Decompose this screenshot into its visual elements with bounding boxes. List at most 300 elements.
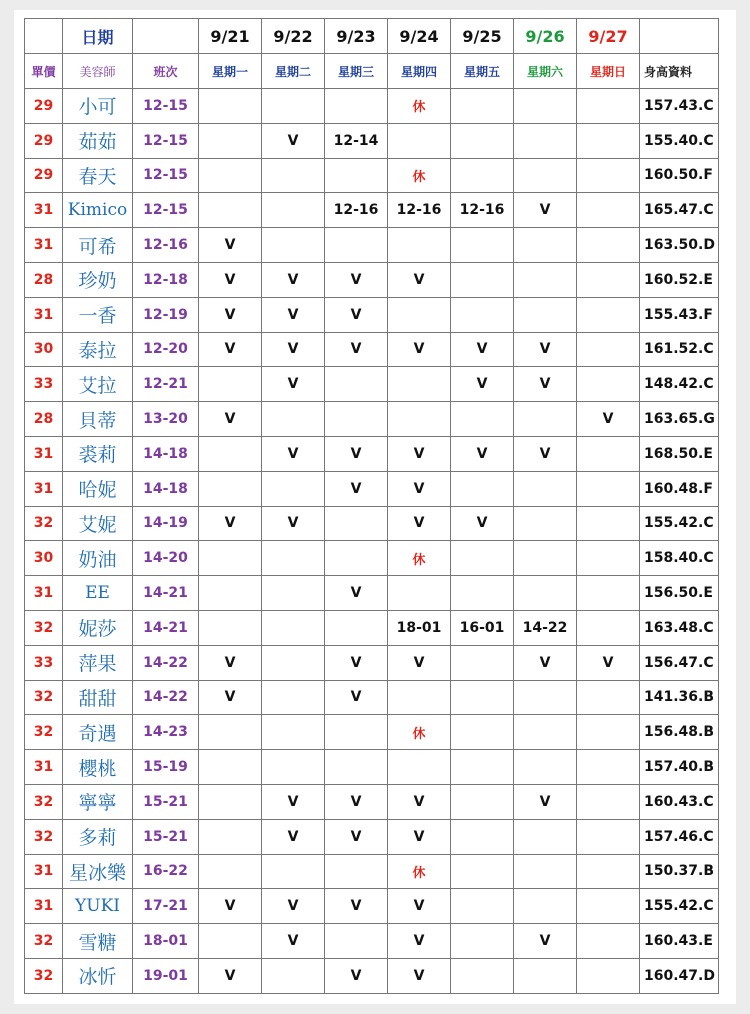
schedule-cell bbox=[577, 576, 640, 611]
beautician-name: 哈妮 bbox=[63, 471, 133, 506]
schedule-cell: V bbox=[325, 297, 388, 332]
beautician-name: 貝蒂 bbox=[63, 402, 133, 437]
blank-header-cell bbox=[133, 19, 199, 54]
schedule-cell: V bbox=[514, 436, 577, 471]
price-cell: 31 bbox=[25, 750, 63, 785]
schedule-cell: V bbox=[451, 332, 514, 367]
schedule-cell: V bbox=[514, 924, 577, 959]
table-row bbox=[25, 819, 719, 854]
beautician-name: 星冰樂 bbox=[63, 854, 133, 889]
table-row bbox=[25, 854, 719, 889]
schedule-cell bbox=[451, 958, 514, 993]
body-data-cell: 155.42.C bbox=[640, 506, 719, 541]
shift-cell: 14-19 bbox=[133, 506, 199, 541]
schedule-cell bbox=[451, 680, 514, 715]
schedule-cell bbox=[577, 123, 640, 158]
beautician-name: 雪糖 bbox=[63, 924, 133, 959]
schedule-cell bbox=[325, 506, 388, 541]
table-row bbox=[25, 332, 719, 367]
beautician-name: 可希 bbox=[63, 228, 133, 263]
schedule-cell bbox=[451, 750, 514, 785]
schedule-cell bbox=[514, 576, 577, 611]
schedule-cell: V bbox=[325, 958, 388, 993]
schedule-cell: V bbox=[451, 506, 514, 541]
schedule-cell bbox=[451, 471, 514, 506]
shift-cell: 16-22 bbox=[133, 854, 199, 889]
price-cell: 33 bbox=[25, 367, 63, 402]
table-row bbox=[25, 958, 719, 993]
body-data-cell: 148.42.C bbox=[640, 367, 719, 402]
schedule-cell bbox=[325, 750, 388, 785]
beautician-name: 小可 bbox=[63, 89, 133, 124]
schedule-cell bbox=[199, 436, 262, 471]
schedule-cell bbox=[325, 610, 388, 645]
body-data-cell: 160.50.F bbox=[640, 158, 719, 193]
schedule-cell bbox=[577, 89, 640, 124]
schedule-cell bbox=[514, 228, 577, 263]
schedule-cell: 18-01 bbox=[388, 610, 451, 645]
weekday-cell: 星期一 bbox=[199, 54, 262, 89]
beautician-name: 奇遇 bbox=[63, 715, 133, 750]
schedule-cell bbox=[451, 889, 514, 924]
price-cell: 33 bbox=[25, 645, 63, 680]
table-row bbox=[25, 750, 719, 785]
table-row bbox=[25, 402, 719, 437]
price-cell: 31 bbox=[25, 854, 63, 889]
schedule-cell bbox=[514, 158, 577, 193]
schedule-cell bbox=[451, 123, 514, 158]
shift-cell: 12-19 bbox=[133, 297, 199, 332]
schedule-cell: V bbox=[199, 332, 262, 367]
table-row bbox=[25, 784, 719, 819]
schedule-cell bbox=[199, 471, 262, 506]
schedule-cell bbox=[514, 750, 577, 785]
schedule-cell: V bbox=[262, 436, 325, 471]
table-row bbox=[25, 645, 719, 680]
schedule-cell: V bbox=[199, 889, 262, 924]
schedule-cell: V bbox=[325, 645, 388, 680]
weekday-cell: 星期二 bbox=[262, 54, 325, 89]
schedule-cell bbox=[577, 541, 640, 576]
schedule-cell: V bbox=[199, 506, 262, 541]
schedule-cell bbox=[262, 158, 325, 193]
price-cell: 31 bbox=[25, 436, 63, 471]
schedule-cell bbox=[577, 436, 640, 471]
schedule-cell: 14-22 bbox=[514, 610, 577, 645]
schedule-cell bbox=[325, 89, 388, 124]
schedule-cell: 休 bbox=[388, 89, 451, 124]
date-cell: 9/24 bbox=[388, 19, 451, 54]
shift-cell: 12-16 bbox=[133, 228, 199, 263]
schedule-cell bbox=[451, 854, 514, 889]
schedule-cell: 休 bbox=[388, 854, 451, 889]
weekday-cell: 星期六 bbox=[514, 54, 577, 89]
shift-cell: 14-23 bbox=[133, 715, 199, 750]
schedule-cell bbox=[577, 680, 640, 715]
table-row bbox=[25, 436, 719, 471]
shift-cell: 12-15 bbox=[133, 123, 199, 158]
schedule-cell bbox=[514, 89, 577, 124]
header-date-row bbox=[25, 19, 719, 54]
schedule-cell: V bbox=[388, 958, 451, 993]
body-data-cell: 155.43.F bbox=[640, 297, 719, 332]
schedule-cell: V bbox=[514, 332, 577, 367]
schedule-cell bbox=[451, 924, 514, 959]
schedule-cell bbox=[451, 819, 514, 854]
table-row bbox=[25, 228, 719, 263]
schedule-cell: V bbox=[325, 784, 388, 819]
schedule-cell bbox=[262, 715, 325, 750]
beautician-name: 一香 bbox=[63, 297, 133, 332]
date-cell: 9/22 bbox=[262, 19, 325, 54]
schedule-cell bbox=[199, 89, 262, 124]
shift-cell: 14-18 bbox=[133, 471, 199, 506]
schedule-cell bbox=[514, 819, 577, 854]
price-cell: 30 bbox=[25, 541, 63, 576]
body-data-cell: 168.50.E bbox=[640, 436, 719, 471]
schedule-cell bbox=[514, 889, 577, 924]
table-row bbox=[25, 193, 719, 228]
schedule-cell: V bbox=[199, 297, 262, 332]
schedule-sheet bbox=[14, 10, 736, 1004]
schedule-cell: V bbox=[262, 506, 325, 541]
schedule-cell bbox=[325, 367, 388, 402]
weekday-cell: 星期日 bbox=[577, 54, 640, 89]
schedule-cell: V bbox=[388, 924, 451, 959]
schedule-cell bbox=[325, 228, 388, 263]
table-row bbox=[25, 680, 719, 715]
schedule-cell bbox=[199, 367, 262, 402]
schedule-cell bbox=[514, 262, 577, 297]
schedule-cell: V bbox=[199, 680, 262, 715]
schedule-cell bbox=[388, 123, 451, 158]
schedule-cell: V bbox=[514, 645, 577, 680]
schedule-cell bbox=[451, 228, 514, 263]
shift-cell: 15-21 bbox=[133, 819, 199, 854]
shift-cell: 12-15 bbox=[133, 158, 199, 193]
schedule-cell bbox=[199, 715, 262, 750]
body-data-cell: 156.47.C bbox=[640, 645, 719, 680]
schedule-cell bbox=[199, 854, 262, 889]
schedule-cell bbox=[388, 680, 451, 715]
price-cell: 31 bbox=[25, 228, 63, 263]
schedule-cell bbox=[577, 262, 640, 297]
weekday-cell: 星期五 bbox=[451, 54, 514, 89]
schedule-cell bbox=[577, 784, 640, 819]
body-data-cell: 163.65.G bbox=[640, 402, 719, 437]
schedule-cell bbox=[199, 541, 262, 576]
beautician-name: 茹茹 bbox=[63, 123, 133, 158]
body-data-cell: 141.36.B bbox=[640, 680, 719, 715]
schedule-cell: V bbox=[325, 436, 388, 471]
schedule-cell: 12-16 bbox=[325, 193, 388, 228]
schedule-cell bbox=[451, 645, 514, 680]
body-data-cell: 156.48.B bbox=[640, 715, 719, 750]
body-data-cell: 157.40.B bbox=[640, 750, 719, 785]
beautician-name: EE bbox=[63, 576, 133, 611]
body-data-cell: 163.48.C bbox=[640, 610, 719, 645]
schedule-cell bbox=[514, 958, 577, 993]
schedule-cell bbox=[388, 750, 451, 785]
schedule-cell bbox=[451, 715, 514, 750]
schedule-cell: V bbox=[262, 784, 325, 819]
beautician-name: 裘莉 bbox=[63, 436, 133, 471]
schedule-cell bbox=[199, 193, 262, 228]
header-weekday-row bbox=[25, 54, 719, 89]
schedule-cell bbox=[514, 506, 577, 541]
table-row bbox=[25, 89, 719, 124]
schedule-cell bbox=[262, 645, 325, 680]
shift-cell: 14-22 bbox=[133, 680, 199, 715]
date-cell: 9/25 bbox=[451, 19, 514, 54]
schedule-cell bbox=[262, 680, 325, 715]
body-data-cell: 155.42.C bbox=[640, 889, 719, 924]
body-data-cell: 158.40.C bbox=[640, 541, 719, 576]
price-cell: 32 bbox=[25, 610, 63, 645]
shift-cell: 17-21 bbox=[133, 889, 199, 924]
schedule-cell bbox=[262, 89, 325, 124]
schedule-cell bbox=[577, 193, 640, 228]
schedule-cell bbox=[577, 158, 640, 193]
schedule-cell: V bbox=[262, 924, 325, 959]
price-cell: 29 bbox=[25, 89, 63, 124]
schedule-cell: 12-16 bbox=[388, 193, 451, 228]
price-cell: 31 bbox=[25, 576, 63, 611]
schedule-cell: V bbox=[262, 262, 325, 297]
schedule-cell: 休 bbox=[388, 715, 451, 750]
schedule-cell: V bbox=[262, 819, 325, 854]
price-cell: 32 bbox=[25, 819, 63, 854]
body-data-cell: 163.50.D bbox=[640, 228, 719, 263]
beautician-name: 櫻桃 bbox=[63, 750, 133, 785]
schedule-cell: V bbox=[514, 784, 577, 819]
beautician-name: 冰忻 bbox=[63, 958, 133, 993]
shift-cell: 14-22 bbox=[133, 645, 199, 680]
schedule-cell bbox=[514, 680, 577, 715]
schedule-cell bbox=[199, 750, 262, 785]
schedule-cell bbox=[577, 715, 640, 750]
schedule-cell bbox=[577, 750, 640, 785]
schedule-cell: V bbox=[262, 123, 325, 158]
shift-cell: 12-15 bbox=[133, 193, 199, 228]
price-cell: 30 bbox=[25, 332, 63, 367]
schedule-cell: V bbox=[451, 367, 514, 402]
shift-cell: 14-18 bbox=[133, 436, 199, 471]
schedule-table bbox=[24, 18, 719, 994]
schedule-cell bbox=[514, 297, 577, 332]
table-row bbox=[25, 610, 719, 645]
schedule-cell bbox=[451, 297, 514, 332]
schedule-cell bbox=[451, 576, 514, 611]
price-cell: 28 bbox=[25, 262, 63, 297]
schedule-cell bbox=[199, 576, 262, 611]
table-row bbox=[25, 889, 719, 924]
schedule-cell: V bbox=[199, 262, 262, 297]
table-row bbox=[25, 924, 719, 959]
schedule-cell: 16-01 bbox=[451, 610, 514, 645]
schedule-cell: V bbox=[388, 471, 451, 506]
schedule-cell bbox=[388, 367, 451, 402]
table-row bbox=[25, 158, 719, 193]
schedule-cell bbox=[514, 541, 577, 576]
schedule-cell: V bbox=[388, 889, 451, 924]
schedule-cell bbox=[514, 715, 577, 750]
blank-header-cell bbox=[640, 19, 719, 54]
beautician-name: 珍奶 bbox=[63, 262, 133, 297]
price-cell: 31 bbox=[25, 193, 63, 228]
schedule-cell: V bbox=[388, 784, 451, 819]
body-data-cell: 155.40.C bbox=[640, 123, 719, 158]
schedule-cell: 休 bbox=[388, 158, 451, 193]
schedule-cell bbox=[262, 402, 325, 437]
schedule-cell bbox=[514, 854, 577, 889]
schedule-cell bbox=[577, 958, 640, 993]
table-row bbox=[25, 576, 719, 611]
schedule-cell bbox=[514, 402, 577, 437]
price-cell: 32 bbox=[25, 784, 63, 819]
schedule-cell: V bbox=[199, 228, 262, 263]
schedule-cell bbox=[388, 576, 451, 611]
body-data-cell: 160.43.E bbox=[640, 924, 719, 959]
schedule-cell: V bbox=[451, 436, 514, 471]
schedule-cell bbox=[262, 610, 325, 645]
schedule-cell bbox=[325, 924, 388, 959]
schedule-cell bbox=[577, 297, 640, 332]
schedule-cell: V bbox=[388, 262, 451, 297]
shift-cell: 12-15 bbox=[133, 89, 199, 124]
date-cell: 9/26 bbox=[514, 19, 577, 54]
schedule-cell: V bbox=[577, 402, 640, 437]
table-row bbox=[25, 297, 719, 332]
schedule-cell bbox=[577, 471, 640, 506]
beautician-name: 多莉 bbox=[63, 819, 133, 854]
schedule-cell bbox=[577, 332, 640, 367]
body-data-cell: 160.47.D bbox=[640, 958, 719, 993]
beautician-name: 奶油 bbox=[63, 541, 133, 576]
schedule-cell bbox=[262, 471, 325, 506]
schedule-cell bbox=[451, 89, 514, 124]
body-data-cell: 160.48.F bbox=[640, 471, 719, 506]
shift-header: 班次 bbox=[133, 54, 199, 89]
schedule-cell bbox=[577, 924, 640, 959]
price-cell: 31 bbox=[25, 889, 63, 924]
schedule-cell bbox=[451, 784, 514, 819]
schedule-cell bbox=[577, 367, 640, 402]
schedule-cell bbox=[451, 158, 514, 193]
schedule-cell: V bbox=[388, 436, 451, 471]
shift-cell: 18-01 bbox=[133, 924, 199, 959]
schedule-cell: V bbox=[325, 576, 388, 611]
schedule-cell bbox=[577, 610, 640, 645]
beautician-name: 艾妮 bbox=[63, 506, 133, 541]
schedule-cell bbox=[451, 541, 514, 576]
schedule-cell: V bbox=[325, 262, 388, 297]
schedule-cell bbox=[577, 506, 640, 541]
shift-cell: 12-18 bbox=[133, 262, 199, 297]
schedule-cell: 12-14 bbox=[325, 123, 388, 158]
schedule-cell bbox=[262, 193, 325, 228]
shift-cell: 15-19 bbox=[133, 750, 199, 785]
schedule-cell: 12-16 bbox=[451, 193, 514, 228]
schedule-cell bbox=[577, 819, 640, 854]
schedule-cell bbox=[577, 889, 640, 924]
weekday-cell: 星期三 bbox=[325, 54, 388, 89]
price-cell: 32 bbox=[25, 958, 63, 993]
schedule-cell bbox=[325, 854, 388, 889]
body-data-cell: 161.52.C bbox=[640, 332, 719, 367]
beautician-name: YUKI bbox=[63, 889, 133, 924]
beautician-name: 春天 bbox=[63, 158, 133, 193]
date-cell: 9/21 bbox=[199, 19, 262, 54]
schedule-cell bbox=[388, 402, 451, 437]
table-row bbox=[25, 262, 719, 297]
schedule-cell: V bbox=[388, 506, 451, 541]
price-cell: 32 bbox=[25, 715, 63, 750]
schedule-cell: V bbox=[325, 332, 388, 367]
schedule-cell: V bbox=[262, 367, 325, 402]
price-cell: 32 bbox=[25, 506, 63, 541]
schedule-cell bbox=[262, 228, 325, 263]
schedule-cell: V bbox=[325, 889, 388, 924]
schedule-cell bbox=[325, 541, 388, 576]
schedule-cell: V bbox=[262, 332, 325, 367]
schedule-cell bbox=[388, 228, 451, 263]
beautician-name: 妮莎 bbox=[63, 610, 133, 645]
body-data-cell: 156.50.E bbox=[640, 576, 719, 611]
shift-cell: 15-21 bbox=[133, 784, 199, 819]
beautician-name: 泰拉 bbox=[63, 332, 133, 367]
date-cell: 9/27 bbox=[577, 19, 640, 54]
body-data-cell: 160.52.E bbox=[640, 262, 719, 297]
price-cell: 31 bbox=[25, 297, 63, 332]
schedule-cell: V bbox=[262, 297, 325, 332]
beautician-name: 寧寧 bbox=[63, 784, 133, 819]
schedule-cell bbox=[388, 297, 451, 332]
date-label: 日期 bbox=[63, 19, 133, 54]
corner-cell bbox=[25, 19, 63, 54]
schedule-cell bbox=[262, 854, 325, 889]
body-data-cell: 165.47.C bbox=[640, 193, 719, 228]
schedule-cell: V bbox=[262, 889, 325, 924]
body-data-cell: 150.37.B bbox=[640, 854, 719, 889]
body-data-cell: 160.43.C bbox=[640, 784, 719, 819]
beautician-header: 美容師 bbox=[63, 54, 133, 89]
schedule-cell: V bbox=[514, 193, 577, 228]
schedule-cell: V bbox=[325, 471, 388, 506]
schedule-cell bbox=[514, 471, 577, 506]
schedule-cell bbox=[451, 262, 514, 297]
date-cell: 9/23 bbox=[325, 19, 388, 54]
schedule-cell: V bbox=[325, 819, 388, 854]
schedule-cell: V bbox=[325, 680, 388, 715]
schedule-cell: 休 bbox=[388, 541, 451, 576]
schedule-cell bbox=[199, 158, 262, 193]
table-row bbox=[25, 506, 719, 541]
schedule-cell bbox=[577, 854, 640, 889]
schedule-cell bbox=[262, 541, 325, 576]
shift-cell: 12-20 bbox=[133, 332, 199, 367]
schedule-cell bbox=[199, 784, 262, 819]
schedule-cell bbox=[199, 819, 262, 854]
price-cell: 32 bbox=[25, 680, 63, 715]
schedule-cell: V bbox=[577, 645, 640, 680]
beautician-name: 甜甜 bbox=[63, 680, 133, 715]
table-row bbox=[25, 541, 719, 576]
table-row bbox=[25, 715, 719, 750]
price-cell: 29 bbox=[25, 158, 63, 193]
table-row bbox=[25, 123, 719, 158]
shift-cell: 19-01 bbox=[133, 958, 199, 993]
